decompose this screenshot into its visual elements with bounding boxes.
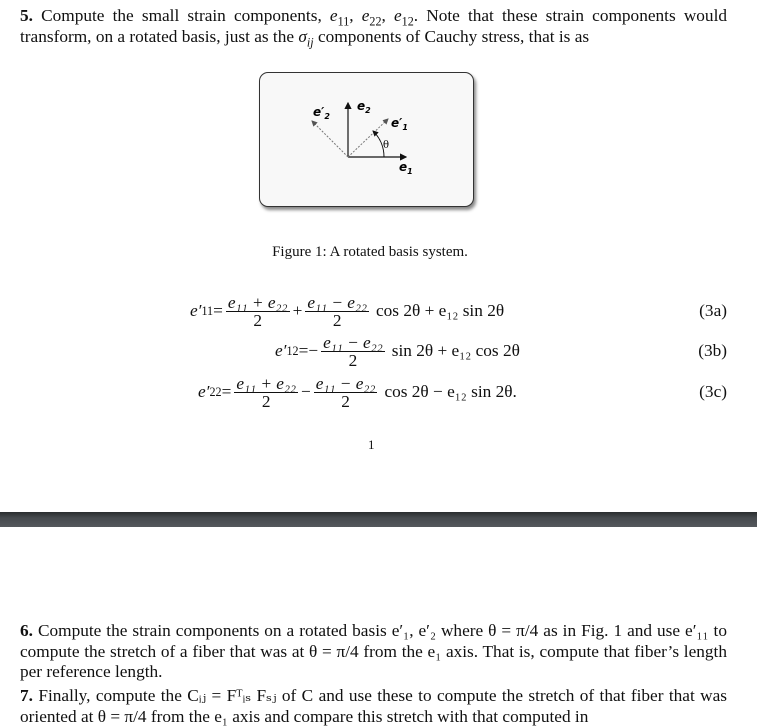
fraction: $\frac{\text{e₁₁ − e₂₂}}{2}$ <box>315 373 376 411</box>
theta-label: θ <box>383 140 390 151</box>
figure-caption: Figure 1: A rotated basis system. <box>272 244 468 260</box>
e2-prime-axis <box>312 121 348 157</box>
fraction: $\frac{\text{e₁₁ − e₂₂}}{2}$ <box>323 332 383 370</box>
e2-label: $e_2$ <box>357 99 371 115</box>
equation-3b: e′ 12 = − $\frac{\text{e₁₁ − e₂₂}}{2}$ sin 2θ + e₁₂ cos 2θ <box>275 332 520 370</box>
basis-diagram <box>260 73 473 206</box>
equation-number: (3b) <box>698 341 727 360</box>
problem-7: 7. Finally, compute the Cᵢⱼ = Fᵀᵢₛ Fₛⱼ of C and use these to compute the stretch of that fiber that was oriented at θ = π/4 from the e₁ axis and compare this stretch with that computed in <box>20 686 727 726</box>
e2-prime-label: $e'_2$ <box>313 105 330 121</box>
fraction: $\frac{\text{e₁₁ + e₂₂}}{2}$ <box>236 373 296 411</box>
problem-6: 6. Compute the strain components on a rotated basis e′₁, e′₂ where θ = π/4 as in Fig. 1 and use e′₁₁ to compute the stretch of a fiber that was at θ = π/4 from the e₁ axis. That is, compute that fiber’s length per reference length. <box>20 621 727 681</box>
page-separator-bar <box>0 512 757 527</box>
fraction: $\frac{\text{e₁₁ + e₂₂}}{2}$ <box>227 292 288 330</box>
equation-3a: e′ 11 = $\frac{\text{e₁₁ + e₂₂}}{2}$ + $\frac{\text{e₁₁ − e₂₂}}{2}$ cos 2θ + e₁₂ sin 2θ <box>190 292 505 330</box>
problem-number: 6. <box>20 621 33 640</box>
equation-3c: e′ 22 = $\frac{\text{e₁₁ + e₂₂}}{2}$ − $\frac{\text{e₁₁ − e₂₂}}{2}$ cos 2θ − e₁₂ sin 2θ. <box>198 373 517 411</box>
fraction: $\frac{\text{e₁₁ − e₂₂}}{2}$ <box>307 292 367 330</box>
equation-number: (3a) <box>699 301 727 320</box>
e1-prime-axis <box>348 119 388 157</box>
problem-5: 5. Compute the small strain components, $e_{11}$, $e_{22}$, $e_{12}$. Note that these strain components would transform, on a rotated basis, just as the $\sigma_{ij}$ components of Cauchy stress, that is as <box>20 6 728 49</box>
e1-prime-label: $e'_1$ <box>391 116 408 132</box>
page-number: 1 <box>368 437 375 452</box>
problem-number: 7. <box>20 686 33 705</box>
e1-label: $e_1$ <box>399 160 413 176</box>
problem-number: 5. <box>20 6 33 25</box>
figure-rotated-basis <box>259 72 474 207</box>
equation-number: (3c) <box>699 382 727 401</box>
